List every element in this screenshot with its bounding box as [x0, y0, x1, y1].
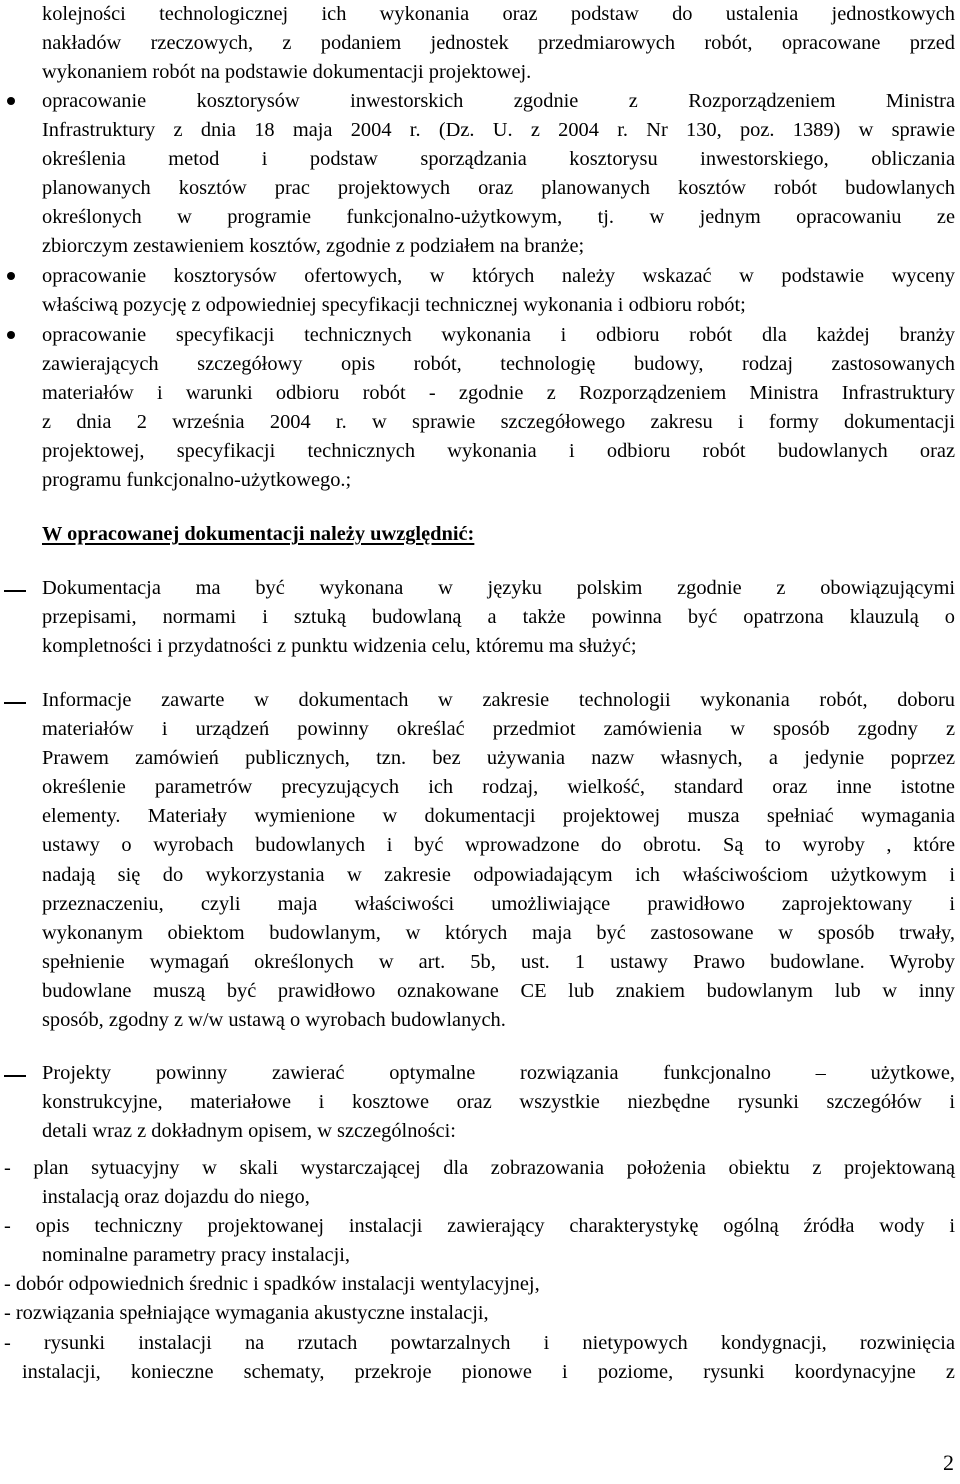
text-line: detali wraz z dokładnym opisem, w szczególności:	[42, 1120, 456, 1143]
list-item: - opis techniczny projektowanej instalacji zawierający charakterystykę ogólną źródła wody i	[4, 1215, 955, 1238]
text-line: Projekty powinny zawierać optymalne rozwiązania funkcjonalno – użytkowe,	[42, 1062, 955, 1084]
text-line: zbiorczym zestawieniem kosztów, zgodnie z podziałem na branże;	[42, 235, 585, 258]
text-line: spełnienie wymagań określonych w art. 5b, ust. 1 ustawy Prawo budowlane. Wyroby	[42, 950, 955, 973]
text-line: budowlane muszą być prawidłowo oznakowane CE lub znakiem budowlanym lub w inny	[42, 979, 955, 1002]
text-line: Prawem zamówień publicznych, tzn. bez używania nazw własnych, a jedynie poprzez	[42, 747, 955, 770]
text-line: zawierających szczegółowy opis robót, technologię budowy, rodzaj zastosowanych	[42, 353, 955, 376]
text-line: Infrastruktury z dnia 18 maja 2004 r. (Dz. U. z 2004 r. Nr 130, poz. 1389) w sprawie	[42, 119, 955, 142]
hyphen-list	[4, 1154, 955, 1387]
bullet-icon	[7, 331, 15, 339]
list-item-continuation: instalacji, konieczne schematy, przekroje pionowe i poziome, rysunki koordynacyjne z	[22, 1360, 955, 1383]
list-item: - dobór odpowiednich średnic i spadków instalacji wentylacyjnej,	[4, 1273, 540, 1296]
bullet-item	[42, 321, 955, 496]
text-line: materiałów i warunki odbioru robót - zgodnie z Rozporządzeniem Ministra Infrastruktury	[42, 382, 955, 405]
section-heading: W opracowanej dokumentacji należy uwzględnić:	[42, 523, 475, 545]
dash-icon	[4, 590, 26, 592]
bullet-item	[42, 87, 955, 262]
intro-paragraph	[42, 0, 955, 87]
text-line: planowanych kosztów prac projektowych oraz planowanych kosztów robót budowlanych	[42, 177, 955, 200]
text-line: określonych w programie funkcjonalno-użytkowym, tj. w jednym opracowaniu ze	[42, 206, 955, 229]
text-line: wykonaniem robót na podstawie dokumentacji projektowej.	[42, 61, 532, 84]
text-line: wykonanym obiektom budowlanym, w których maja być zastosowane w sposób trwały,	[42, 921, 955, 944]
text-line: opracowanie specyfikacji technicznych wykonania i odbioru robót dla każdej branży	[42, 324, 955, 346]
text-line: nakładów rzeczowych, z podaniem jednostek przedmiarowych robót, opracowane przed	[42, 32, 955, 55]
page-number: 2	[943, 1450, 954, 1475]
dash-icon	[4, 702, 26, 704]
text-line: konstrukcyjne, materiałowe i kosztowe oraz wszystkie niezbędne rysunki szczegółów i	[42, 1091, 955, 1114]
text-line: przeznaczeniu, czyli maja właściwości umożliwiające prawidłowo zaprojektowany i	[42, 892, 955, 915]
text-line: Dokumentacja ma być wykonana w języku polskim zgodnie z obowiązującymi	[42, 577, 955, 599]
text-line: właściwą pozycję z odpowiedniej specyfikacji technicznej wykonania i odbioru robót;	[42, 294, 746, 317]
text-line: elementy. Materiały wymienione w dokumentacji projektowej musza spełniać wymagania	[42, 805, 955, 828]
text-line: materiałów i urządzeń powinny określać przedmiot zamówienia w sposób zgodny z	[42, 718, 955, 741]
text-line: Informacje zawarte w dokumentach w zakresie technologii wykonania robót, doboru	[42, 689, 955, 711]
text-line: określenie parametrów precyzujących ich rodzaj, wielkość, standard oraz inne istotne	[42, 776, 955, 799]
dash-icon	[4, 1075, 26, 1077]
dash-item	[42, 1059, 955, 1146]
bullet-icon	[7, 97, 15, 105]
list-item-continuation: nominalne parametry pracy instalacji,	[42, 1244, 351, 1267]
bullet-item	[42, 262, 955, 320]
text-line: nadają się do wykorzystania w zakresie odpowiadającym ich właściwościom użytkowym i	[42, 863, 955, 886]
dash-item	[42, 574, 955, 661]
text-line: sposób, zgodny z w/w ustawą o wyrobach budowlanych.	[42, 1009, 506, 1032]
list-item: - rozwiązania spełniające wymagania akustyczne instalacji,	[4, 1302, 489, 1325]
text-line: opracowanie kosztorysów inwestorskich zgodnie z Rozporządzeniem Ministra	[42, 90, 955, 112]
list-item-continuation: instalacją oraz dojazdu do niego,	[42, 1186, 310, 1209]
text-line: z dnia 2 września 2004 r. w sprawie szczegółowego zakresu i formy dokumentacji	[42, 411, 955, 434]
text-line: kompletności i przydatności z punktu widzenia celu, któremu ma służyć;	[42, 635, 637, 658]
dash-item	[42, 686, 955, 1035]
text-line: określenia metod i podstaw sporządzania kosztorysu inwestorskiego, obliczania	[42, 148, 955, 171]
bullet-icon	[7, 272, 15, 280]
text-line: programu funkcjonalno-użytkowego.;	[42, 469, 352, 492]
text-line: ustawy o wyrobach budowlanych i być wprowadzone do obrotu. Są to wyroby , które	[42, 834, 955, 857]
text-line: kolejności technologicznej ich wykonania oraz podstaw do ustalenia jednostkowych	[42, 3, 955, 25]
text-line: projektowej, specyfikacji technicznych wykonania i odbioru robót budowlanych oraz	[42, 440, 955, 463]
list-item: - rysunki instalacji na rzutach powtarzalnych i nietypowych kondygnacji, rozwinięcia	[4, 1331, 955, 1354]
text-line: opracowanie kosztorysów ofertowych, w których należy wskazać w podstawie wyceny	[42, 265, 955, 287]
text-line: przepisami, normami i sztuką budowlaną a także powinna być opatrzona klauzulą o	[42, 606, 955, 629]
list-item: - plan sytuacyjny w skali wystarczającej dla zobrazowania położenia obiektu z projektowaną	[4, 1157, 955, 1179]
